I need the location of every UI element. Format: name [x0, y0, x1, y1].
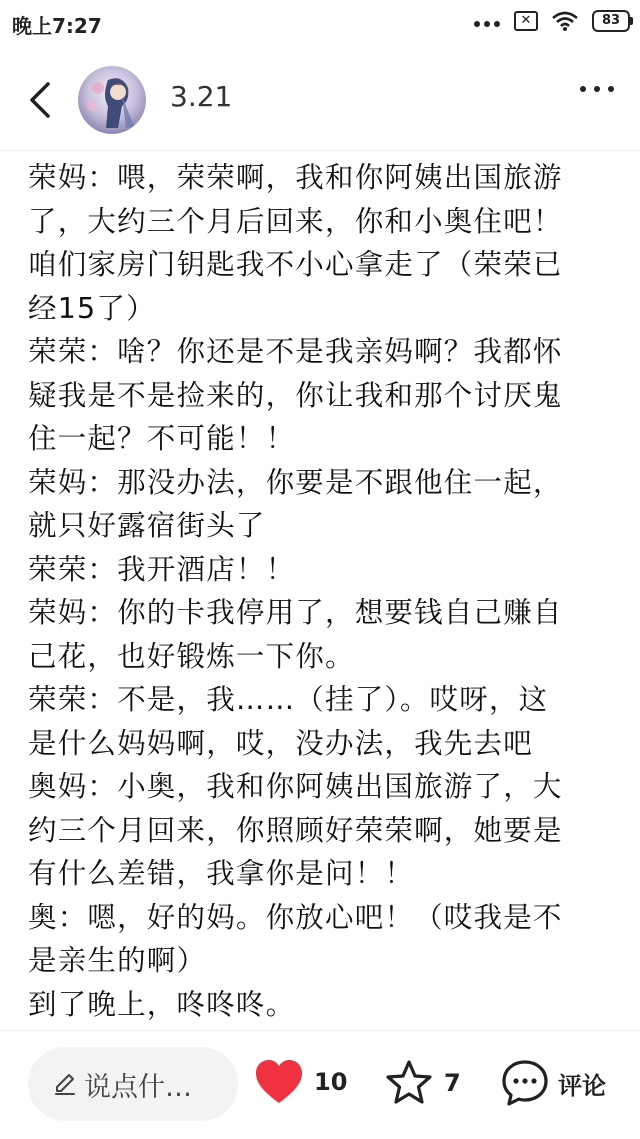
- text-line: 是什么妈妈啊，哎，没办法，我先去吧: [28, 726, 533, 760]
- text-line: 经15了）: [28, 291, 156, 325]
- text-line: 己花，也好锻炼一下你。: [28, 639, 355, 673]
- text-line: 荣妈：那没办法，你要是不跟他住一起，: [28, 465, 563, 499]
- text-line: 奥妈：小奥，我和你阿姨出国旅游了，大: [28, 770, 563, 803]
- text-line: 住一起？不可能！！: [28, 422, 296, 455]
- text-line: 荣荣：不是，我……（挂了）。哎呀，这: [28, 683, 549, 716]
- wifi-icon: [552, 11, 578, 31]
- heart-icon: [254, 1059, 304, 1105]
- back-arrow-icon[interactable]: [22, 78, 62, 122]
- text-line: 荣妈：你的卡我停用了，想要钱自己赚自: [28, 596, 563, 629]
- comment-label: 评论: [558, 1071, 606, 1100]
- page-title: 3.21: [170, 80, 233, 113]
- avatar[interactable]: [78, 66, 146, 134]
- comment-placeholder: 说点什…: [84, 1071, 192, 1103]
- star-icon: [384, 1059, 434, 1107]
- header: [0, 56, 640, 146]
- pen-icon: [52, 1071, 78, 1097]
- text-line: 就只好露宿街头了: [28, 509, 266, 542]
- signal-dots-icon: [474, 21, 500, 27]
- text-line: 荣荣：我开酒店！！: [28, 552, 296, 586]
- more-icon[interactable]: [580, 86, 614, 92]
- text-line: 奥：嗯，好的妈。你放心吧！（哎我是不: [28, 900, 563, 934]
- text-line: 有什么差错，我拿你是问！！: [28, 857, 415, 890]
- status-bar: [0, 0, 640, 50]
- article-body: [28, 156, 618, 1028]
- header-divider: [0, 150, 640, 151]
- comment-input[interactable]: [28, 1047, 238, 1121]
- text-line: 了，大约三个月后回来，你和小奥住吧！: [28, 204, 563, 238]
- text-line: 荣妈：喂，荣荣啊，我和你阿姨出国旅游: [28, 161, 563, 194]
- bottom-action-bar: [0, 1030, 640, 1139]
- like-button[interactable]: [254, 1059, 347, 1105]
- text-line: 疑我是不是捡来的，你让我和那个讨厌鬼: [28, 378, 563, 412]
- no-sim-icon: ✕: [514, 11, 538, 31]
- comment-bubble-icon: [500, 1059, 550, 1107]
- like-count: 10: [314, 1068, 348, 1096]
- comment-button[interactable]: [500, 1059, 606, 1107]
- text-line: 荣荣：啥？你还是不是我亲妈啊？我都怀: [28, 335, 563, 368]
- text-line: 到了晚上，咚咚咚。: [28, 987, 296, 1021]
- text-line: 是亲生的啊）: [28, 944, 207, 977]
- status-time: 晚上7:27: [12, 14, 102, 38]
- text-line: 咱们家房门钥匙我不小心拿走了（荣荣已: [28, 248, 563, 281]
- favorite-button[interactable]: [384, 1059, 461, 1107]
- status-icons: [474, 10, 630, 32]
- battery-icon: 83: [592, 10, 630, 32]
- star-count: 7: [444, 1069, 461, 1097]
- text-line: 约三个月回来，你照顾好荣荣啊，她要是: [28, 813, 563, 847]
